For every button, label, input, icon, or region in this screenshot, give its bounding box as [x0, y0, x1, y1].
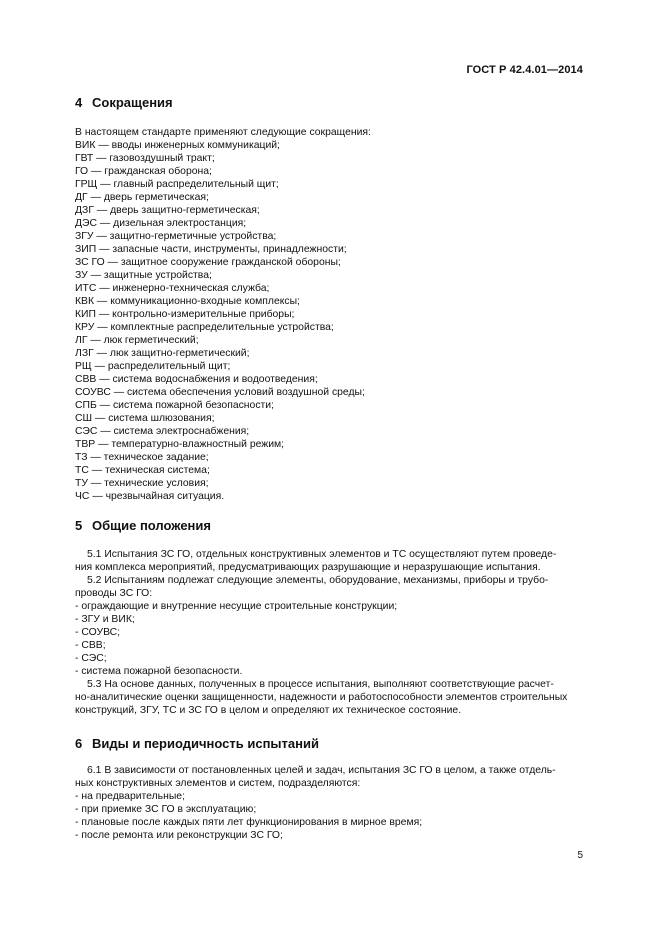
section-6-number: 6 — [75, 736, 83, 751]
list-item: СПБ — система пожарной безопасности; — [75, 400, 274, 411]
paragraph-5-3-line: 5.3 На основе данных, полученных в процессе испытания, выполняют соответствующие расчет- — [87, 679, 554, 690]
section-4-heading — [75, 95, 173, 110]
section-4-title: Сокращения — [92, 95, 173, 110]
section-5-body — [75, 548, 584, 717]
list-item: ГРЩ — главный распределительный щит; — [75, 179, 279, 190]
paragraph-5-3-line: конструкций, ЗГУ, ТС и ЗС ГО в целом и определяют их техническое состояние. — [75, 705, 462, 716]
section-6-heading — [75, 736, 319, 751]
list-item: ЛЗГ — люк защитно-герметический; — [75, 348, 250, 359]
list-item: ЗГУ — защитно-герметичные устройства; — [75, 231, 277, 242]
paragraph-5-2-line: 5.2 Испытаниям подлежат следующие элементы, оборудование, механизмы, приборы и трубо- — [87, 575, 549, 586]
list-item: - после ремонта или реконструкции ЗС ГО; — [75, 830, 283, 841]
paragraph-6-1-line: ных конструктивных элементов и систем, подразделяются: — [75, 778, 361, 789]
list-item: ДЗГ — дверь защитно-герметическая; — [75, 205, 260, 216]
paragraph-5-3-line: но-аналитические оценки защищенности, надежности и работоспособности элементов строительных — [75, 692, 568, 703]
list-item: ЗС ГО — защитное сооружение гражданской обороны; — [75, 257, 341, 268]
list-item: ЗУ — защитные устройства; — [75, 270, 212, 281]
list-item: ТУ — технические условия; — [75, 478, 209, 489]
section-5-title: Общие положения — [92, 518, 211, 533]
list-item: КРУ — комплектные распределительные устройства; — [75, 322, 334, 333]
list-item: ДЭС — дизельная электростанция; — [75, 218, 247, 229]
list-item: - СВВ; — [75, 640, 106, 651]
list-item: ЗИП — запасные части, инструменты, принадлежности; — [75, 244, 347, 255]
list-item: ЧС — чрезвычайная ситуация. — [75, 491, 225, 502]
list-item: ЛГ — люк герметический; — [75, 335, 199, 346]
list-item: - при приемке ЗС ГО в эксплуатацию; — [75, 804, 257, 815]
list-item: КИП — контрольно-измерительные приборы; — [75, 309, 295, 320]
section-4-number: 4 — [75, 95, 83, 110]
list-item: ГО — гражданская оборона; — [75, 166, 212, 177]
list-item: - ЗГУ и ВИК; — [75, 614, 135, 625]
paragraph-5-2-line: проводы ЗС ГО: — [75, 588, 153, 599]
section-5-heading — [75, 518, 211, 533]
paragraph-5-1-line: 5.1 Испытания ЗС ГО, отдельных конструктивных элементов и ТС осуществляют путем проведе- — [87, 549, 557, 560]
list-item: ТВР — температурно-влажностный режим; — [75, 439, 285, 450]
list-item: СВВ — система водоснабжения и водоотведения; — [75, 374, 318, 385]
list-item: - СЭС; — [75, 653, 107, 664]
section-5-number: 5 — [75, 518, 83, 533]
list-item: ИТС — инженерно-техническая служба; — [75, 283, 270, 294]
list-item: - ограждающие и внутренние несущие строительные конструкции; — [75, 601, 398, 612]
list-item: СОУВС — система обеспечения условий воздушной среды; — [75, 387, 365, 398]
section-6-title: Виды и периодичность испытаний — [92, 736, 319, 751]
list-item: СШ — система шлюзования; — [75, 413, 215, 424]
list-item: ВИК — вводы инженерных коммуникаций; — [75, 140, 280, 151]
list-item: РЩ — распределительный щит; — [75, 361, 231, 372]
list-item: СЭС — система электроснабжения; — [75, 426, 250, 437]
paragraph-6-1-line: 6.1 В зависимости от постановленных целей и задач, испытания ЗС ГО в целом, а также отдель- — [87, 765, 556, 776]
abbreviations-intro: В настоящем стандарте применяют следующие сокращения: — [75, 127, 371, 138]
abbreviations-list — [75, 126, 595, 503]
list-item: - система пожарной безопасности. — [75, 666, 243, 677]
list-item: - плановые после каждых пяти лет функционирования в мирное время; — [75, 817, 423, 828]
list-item: - СОУВС; — [75, 627, 121, 638]
page-number: 5 — [577, 850, 583, 861]
list-item: КВК — коммуникационно-входные комплексы; — [75, 296, 300, 307]
list-item: ДГ — дверь герметическая; — [75, 192, 209, 203]
standard-id-header: ГОСТ Р 42.4.01—2014 — [466, 64, 583, 76]
list-item: ТС — техническая система; — [75, 465, 210, 476]
paragraph-5-1-line: ния комплекса мероприятий, предусматривающих разрушающие и неразрушающие испытания. — [75, 562, 541, 573]
list-item: ГВТ — газовоздушный тракт; — [75, 153, 215, 164]
list-item: ТЗ — техническое задание; — [75, 452, 209, 463]
list-item: - на предварительные; — [75, 791, 185, 802]
section-6-body — [75, 764, 584, 842]
